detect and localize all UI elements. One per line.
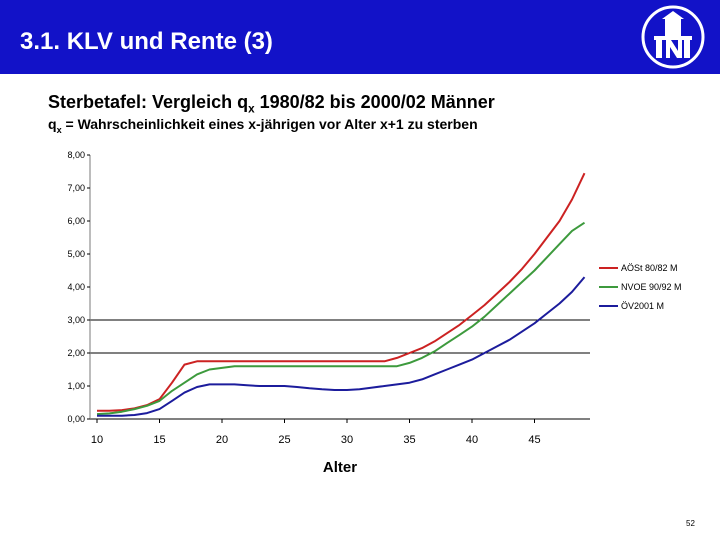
description-sub: x: [56, 124, 62, 135]
y-tick-label: 8,00: [67, 150, 85, 160]
y-tick-label: 3,00: [67, 315, 85, 325]
y-tick-label: 1,00: [67, 381, 85, 391]
chart-heading-sub: x: [248, 102, 255, 116]
y-tick-label: 2,00: [67, 348, 85, 358]
slide-title: 3.1. KLV und Rente (3): [20, 28, 273, 55]
page-number: 52: [686, 519, 695, 528]
y-tick-label: 6,00: [67, 216, 85, 226]
y-tick-label: 4,00: [67, 282, 85, 292]
legend-label-2: NVOE 90/92 M: [621, 282, 682, 292]
x-tick-label: 40: [465, 434, 479, 446]
x-tick-label: 30: [340, 434, 354, 446]
x-tick-label: 35: [403, 434, 416, 446]
chart-heading-post: 1980/82 bis 2000/02 Männer: [254, 92, 495, 112]
chart-heading-pre: Sterbetafel: Vergleich q: [48, 92, 249, 112]
x-tick-label: 10: [90, 434, 104, 446]
y-tick-label: 0,00: [67, 414, 85, 424]
y-tick-label: 5,00: [67, 249, 85, 259]
x-axis-title: Alter: [322, 459, 358, 476]
legend-label-1: AÖSt 80/82 M: [621, 263, 678, 273]
x-tick-label: 45: [528, 434, 541, 446]
description-pre: q: [48, 116, 57, 132]
x-tick-label: 20: [215, 434, 229, 446]
description-post: = Wahrscheinlichkeit eines x-jährigen vor Alter x+1 zu sterben: [61, 116, 478, 132]
x-tick-label: 15: [153, 434, 166, 446]
legend-label-3: ÖV2001 M: [621, 301, 665, 311]
plot-area: [90, 155, 590, 419]
y-tick-label: 7,00: [67, 183, 85, 193]
x-tick-label: 25: [278, 434, 291, 446]
